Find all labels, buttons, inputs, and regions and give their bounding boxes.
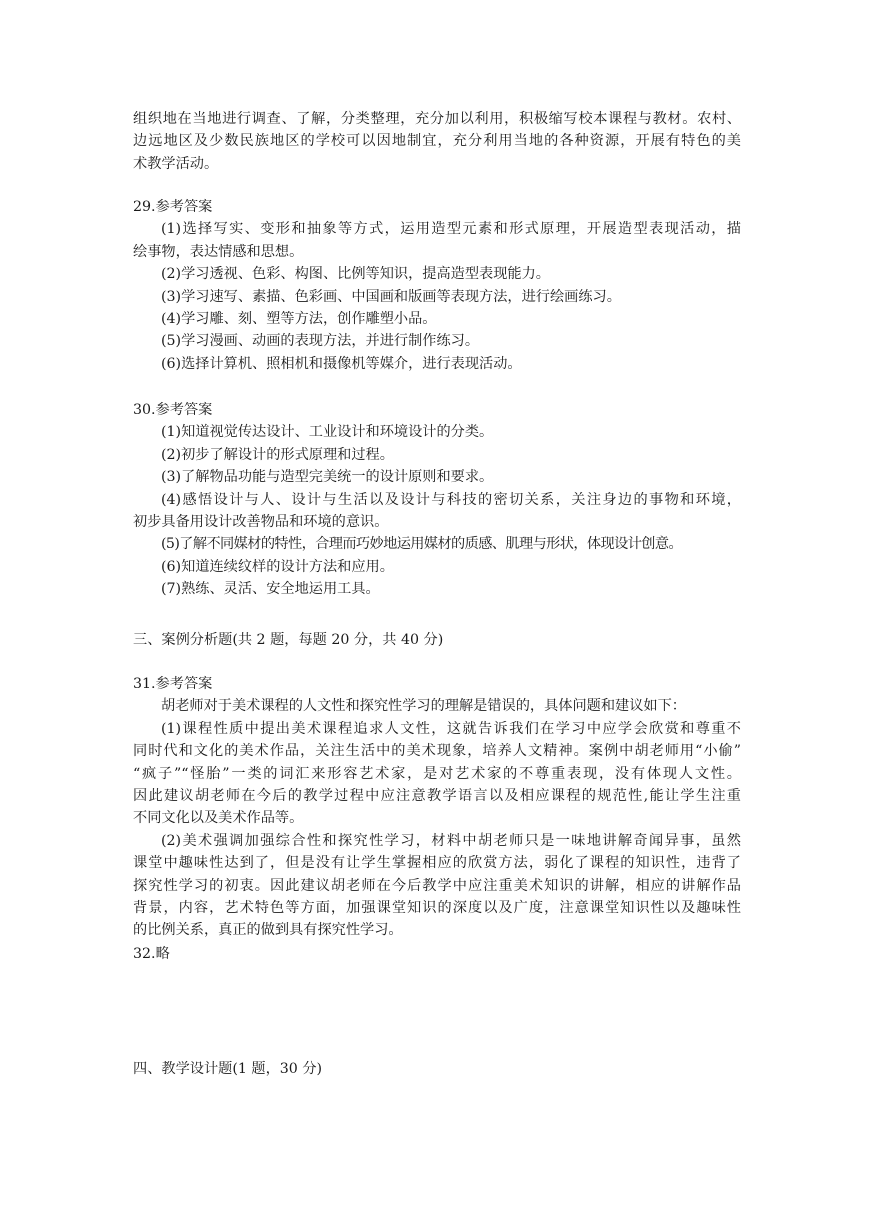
list-item-continuation: 绘事物，表达情感和思想。 (133, 243, 304, 260)
paragraph-line: 同时代和文化的美术作品，关注生活中的美术现象，培养人文精神。案例中胡老师用“小偷” (133, 743, 741, 760)
paragraph-line: 的比例关系，真正的做到具有探究性学习。 (133, 922, 403, 939)
answer-heading: 31.参考答案 (133, 676, 213, 692)
section-heading-4 (133, 1058, 741, 1080)
paragraph-line: 探究性学习的初衷。因此建议胡老师在今后教学中应注重美术知识的讲解，相应的讲解作品 (133, 877, 741, 894)
list-item: (1)选择写实、变形和抽象等方式，运用造型元素和形式原理，开展造型表现活动，描 (161, 221, 741, 238)
paragraph-line: 胡老师对于美术课程的人文性和探究性学习的理解是错误的，具体问题和建议如下： (161, 698, 686, 715)
list-item: (2)初步了解设计的形式原理和过程。 (161, 446, 394, 463)
text-line: 边远地区及少数民族地区的学校可以因地制宜，充分利用当地的各种资源，开展有特色的美 (133, 133, 741, 150)
answer-heading: 32.略 (133, 946, 170, 962)
list-item: (5)学习漫画、动画的表现方法，并进行制作练习。 (161, 333, 480, 350)
paragraph-line: 背景，内容，艺术特色等方面，加强课堂知识的深度以及广度，注意课堂知识性以及趣味性 (133, 899, 741, 916)
text-line: 术教学活动。 (133, 155, 219, 172)
paragraph-line: “疯子”“怪胎”一类的词汇来形容艺术家，是对艺术家的不尊重表现，没有体现人文性。 (133, 765, 741, 782)
answer-heading: 30.参考答案 (133, 402, 213, 418)
section-title: 三、案例分析题(共 2 题，每题 20 分，共 40 分) (133, 632, 444, 648)
list-item: (6)知道连续纹样的设计方法和应用。 (161, 558, 394, 575)
list-item-continuation: 初步具备用设计改善物品和环境的意识。 (133, 513, 389, 530)
paragraph-line: 课堂中趣味性达到了，但是没有让学生掌握相应的欣赏方法，弱化了课程的知识性，违背了 (133, 855, 741, 872)
list-item: (4)感悟设计与人、设计与生活以及设计与科技的密切关系，关注身边的事物和环境， (161, 491, 741, 508)
list-item: (2)学习透视、色彩、构图、比例等知识，提高造型表现能力。 (161, 266, 550, 283)
section-heading-3 (133, 629, 741, 651)
list-item: (1)知道视觉传达设计、工业设计和环境设计的分类。 (161, 424, 494, 441)
list-item: (4)学习雕、刻、塑等方法，创作雕塑小品。 (161, 310, 437, 327)
intro-paragraph (133, 108, 741, 175)
paragraph-line: (1)课程性质中提出美术课程追求人文性，这就告诉我们在学习中应学会欣赏和尊重不 (161, 720, 741, 737)
list-item: (6)选择计算机、照相机和摄像机等媒介，进行表现活动。 (161, 355, 522, 372)
list-item: (5)了解不同媒材的特性，合理而巧妙地运用媒材的质感、肌理与形状，体现设计创意。 (161, 536, 683, 553)
list-item: (7)熟练、灵活、安全地运用工具。 (161, 581, 380, 598)
answer-29 (133, 196, 741, 375)
section-title: 四、教学设计题(1 题，30 分) (133, 1061, 323, 1077)
answer-31 (133, 673, 741, 942)
paragraph-line: (2)美术强调加强综合性和探究性学习，材料中胡老师只是一味地讲解奇闻异事，虽然 (161, 832, 741, 849)
answer-30 (133, 399, 741, 601)
list-item: (3)了解物品功能与造型完美统一的设计原则和要求。 (161, 469, 494, 486)
answer-32 (133, 943, 741, 965)
paragraph-line: 不同文化以及美术作品等。 (133, 810, 304, 827)
answer-heading: 29.参考答案 (133, 199, 213, 215)
list-item: (3)学习速写、素描、色彩画、中国画和版画等表现方法，进行绘画练习。 (161, 288, 621, 305)
paragraph-line: 因此建议胡老师在今后的教学过程中应注意教学语言以及相应课程的规范性,能让学生注重 (133, 787, 741, 804)
text-line: 组织地在当地进行调查、了解，分类整理，充分加以利用，积极缩写校本课程与教材。农村、 (133, 111, 741, 127)
